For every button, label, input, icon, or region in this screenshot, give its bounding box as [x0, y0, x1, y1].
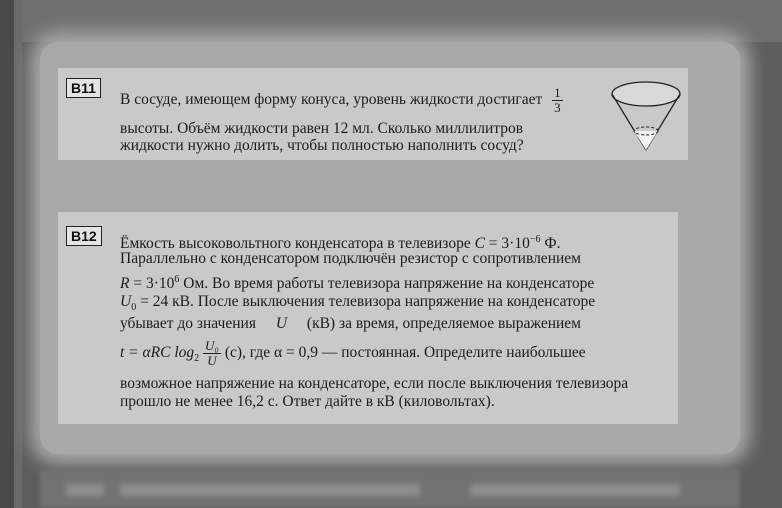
problem-b12-line-3 [120, 270, 594, 294]
problem-b12-line-7: возможное напряжение на конденсаторе, если после выключения телевизора [120, 375, 629, 392]
resistance-value: = 3·10 [129, 275, 175, 293]
problem-b11-line-3: жидкости нужно долить, чтобы полностью наполнить сосуд? [120, 137, 524, 154]
voltage-u-symbol: U [275, 315, 288, 332]
blurred-label [66, 484, 104, 496]
formula-fraction [203, 339, 221, 368]
log-base: 2 [194, 353, 200, 365]
b12-line1-text: Ёмкость высоковольтного конденсатора в телевизоре [120, 235, 471, 253]
problem-b12-label: B12 [66, 226, 102, 246]
fraction-numerator: 1 [554, 85, 561, 100]
formula-numerator: U₀ [205, 337, 219, 353]
capacitance-value: = 3·10 [484, 235, 530, 253]
resistance-symbol: R [120, 275, 130, 293]
problem-b12-line-5 [120, 314, 581, 334]
fraction-denominator: 3 [554, 100, 561, 115]
voltage-symbol: U [120, 293, 132, 310]
blurred-text-2 [470, 484, 680, 496]
problem-b12-line-6 [120, 336, 586, 370]
b12-line3-text: Ом. Во время работы телевизора напряжение на конденсаторе [179, 275, 595, 293]
b12-line5-end: (кВ) за время, определяемое выражением [306, 315, 581, 332]
capacitance-exponent: −6 [529, 234, 541, 245]
background-edge-inner [14, 0, 22, 508]
resistance-exponent: 6 [174, 274, 180, 285]
capacitance-unit: Ф. [540, 235, 561, 253]
formula-denominator: U [207, 352, 217, 368]
problem-b11-line-2: высоты. Объём жидкости равен 12 мл. Сколько миллилитров [120, 120, 524, 137]
b12-line6-text: (с), где α = 0,9 — постоянная. Определите наибольшее [220, 344, 586, 361]
b12-line5-start: убывает до значения [120, 315, 256, 332]
b12-line4-text: = 24 кВ. После выключения телевизора напряжение на конденсаторе [136, 293, 596, 310]
problem-b12-line-2: Параллельно с конденсатором подключён резистор с сопротивлением [120, 250, 581, 267]
background-top [22, 0, 782, 42]
voltage-subscript: 0 [131, 302, 137, 314]
problem-b11-line-1 [120, 86, 563, 115]
b11-line1-text: В сосуде, имеющем форму конуса, уровень жидкости достигает [120, 91, 543, 109]
problem-b12-line-8: прошло не менее 16,2 с. Ответ дайте в кВ (киловольтах). [120, 393, 495, 410]
problem-b11-label: B11 [66, 78, 101, 98]
blurred-text [120, 484, 420, 496]
fraction-one-third [552, 86, 563, 115]
background-edge [0, 0, 14, 508]
cone-diagram [608, 76, 688, 156]
capacitance-symbol: C [474, 235, 485, 253]
formula-start: t = αRC log [120, 344, 195, 361]
